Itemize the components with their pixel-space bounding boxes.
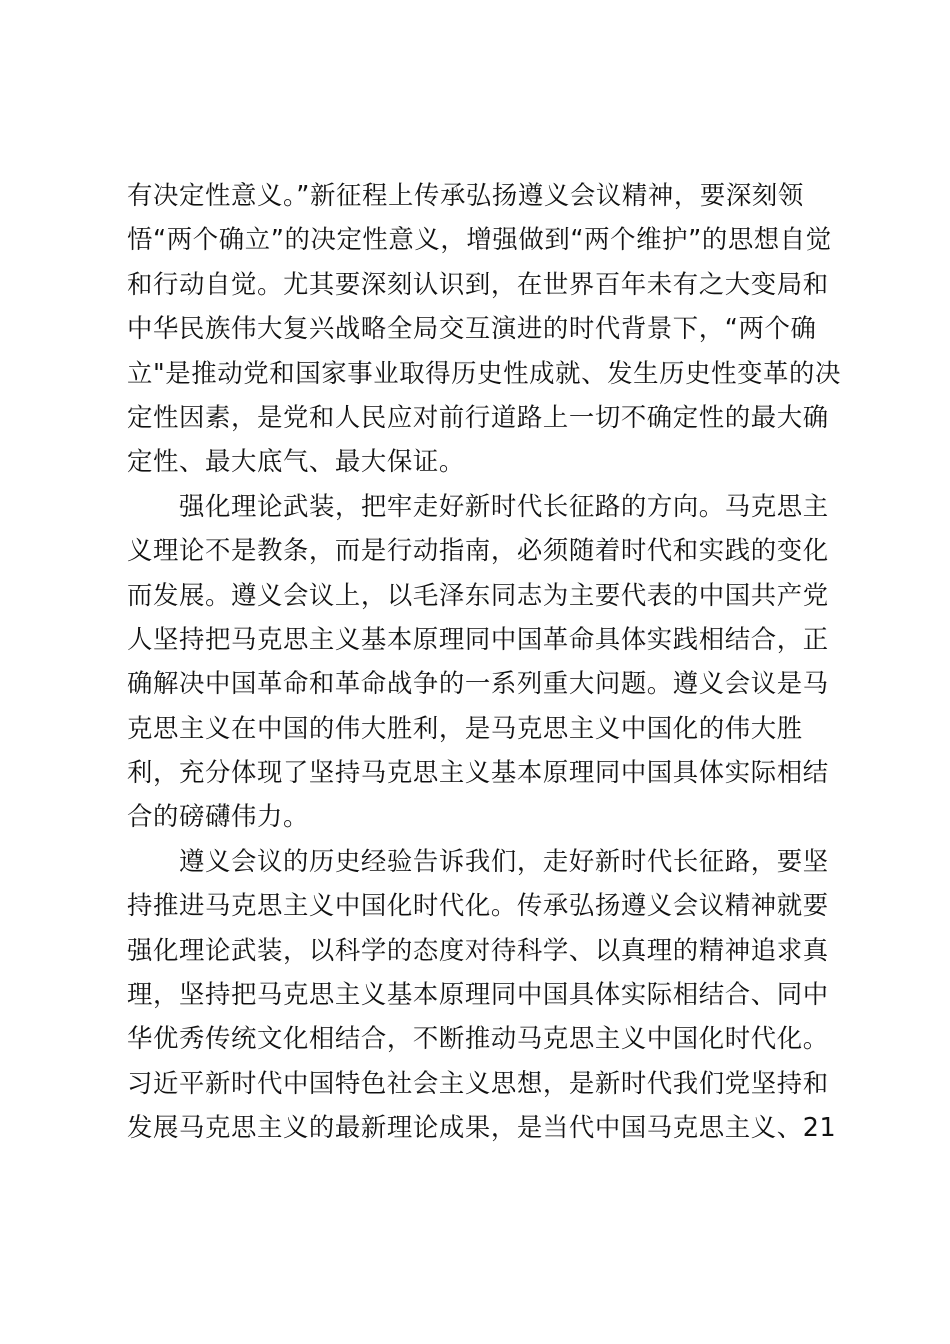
text-line-16: 遵义会议的历史经验告诉我们，走好新时代长征路，要坚 bbox=[179, 845, 829, 876]
text-line-17: 持推进马克思主义中国化时代化。传承弘扬遵义会议精神就要 bbox=[127, 890, 829, 921]
text-line-5: 立"是推动党和国家事业取得历史性成就、发生历史性变革的决 bbox=[127, 357, 842, 388]
text-line-1: 有决定性意义。”新征程上传承弘扬遵义会议精神，要深刻领 bbox=[127, 180, 804, 210]
text-line-18: 强化理论武装，以科学的态度对待科学、以真理的精神追求真 bbox=[127, 934, 829, 965]
text-line-15: 合的磅礴伟力。 bbox=[127, 801, 309, 832]
text-line-13: 克思主义在中国的伟大胜利，是马克思主义中国化的伟大胜 bbox=[127, 712, 803, 743]
text-line-4: 中华民族伟大复兴战略全局交互演进的时代背景下，“两个确 bbox=[127, 313, 817, 344]
text-line-14: 利，充分体现了坚持马克思主义基本原理同中国具体实际相结 bbox=[127, 757, 829, 788]
text-line-8: 强化理论武装，把牢走好新时代长征路的方向。马克思主 bbox=[179, 490, 829, 521]
text-line-7: 定性、最大底气、最大保证。 bbox=[127, 446, 465, 477]
text-line-20: 华优秀传统文化相结合，不断推动马克思主义中国化时代化。 bbox=[127, 1023, 829, 1054]
text-line-21: 习近平新时代中国特色社会主义思想，是新时代我们党坚持和 bbox=[127, 1067, 829, 1098]
text-line-11: 人坚持把马克思主义基本原理同中国革命具体实践相结合，正 bbox=[127, 623, 829, 654]
text-line-3: 和行动自觉。尤其要深刻认识到，在世界百年未有之大变局和 bbox=[127, 268, 829, 299]
body-text bbox=[127, 173, 842, 1150]
text-line-10: 而发展。遵义会议上，以毛泽东同志为主要代表的中国共产党 bbox=[127, 579, 829, 610]
text-line-9: 义理论不是教条，而是行动指南，必须随着时代和实践的变化 bbox=[127, 535, 829, 566]
text-line-22: 发展马克思主义的最新理论成果，是当代中国马克思主义、21 bbox=[127, 1112, 837, 1143]
text-line-12: 确解决中国革命和革命战争的一系列重大问题。遵义会议是马 bbox=[127, 668, 829, 699]
text-line-2: 悟“两个确立”的决定性意义，增强做到“两个维护”的思想自觉 bbox=[127, 224, 832, 255]
text-line-6: 定性因素，是党和人民应对前行道路上一切不确定性的最大确 bbox=[127, 401, 829, 432]
text-line-19: 理，坚持把马克思主义基本原理同中国具体实际相结合、同中 bbox=[127, 979, 829, 1010]
